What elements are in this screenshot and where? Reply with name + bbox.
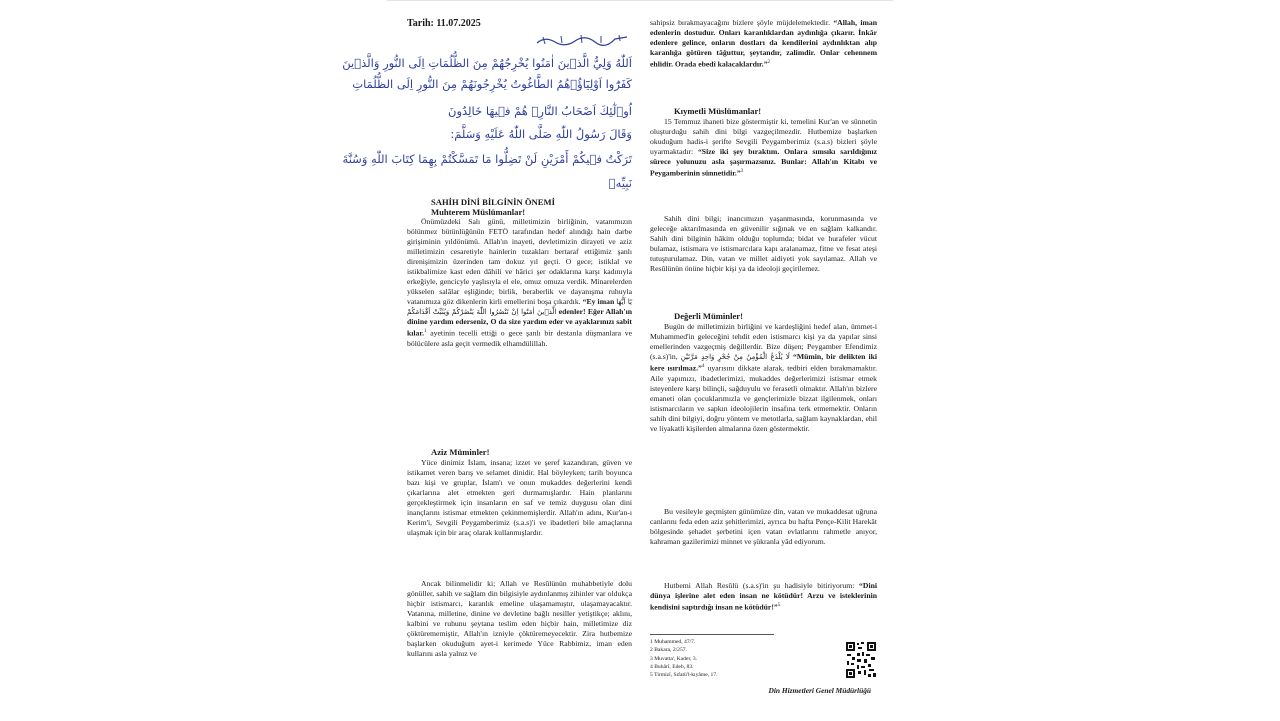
quote-dini-dunya: “Dini dünya işlerine alet eden insan ne kötüdür! Arzu ve isteklerinin kendisini saptırdığı insan ne kötüdür!” <box>650 581 877 612</box>
sermon-date: Tarih: 11.07.2025 <box>407 18 481 29</box>
paragraph-8: Hutbemi Allah Resûlü (s.a.s)'in şu hadisiyle bitiriyorum: “Dini dünya işlerine alet eden insan ne kötüdür! Arzu ve isteklerinin kendisini saptırdığı insan ne kötüdür!”$^5$ <box>650 581 877 612</box>
section-aziz <box>407 447 632 538</box>
section-kiymetli <box>650 106 877 179</box>
footnote-divider <box>650 634 774 635</box>
paragraph-3: Ancak bilinmelidir ki; Allah ve Resûlünün muhabbetiyle dolu gönüller, sahih ve sağlam din bilgisiyle aydınlanmış zihinler var oldukça hiçbir istismarcı, karanlık emeline ulaşamamıştır, ulaşamayacaktır. Vatanına, milletine, dinine ve devletine bağlı nesiller yetiştikçe; aklını, kalbini ve ruhunu şeytana teslim eden hiçbir hain, milletimize diz çöktürememiştir, Allah'ın izniyle çöktüremeyecektir. Zira hutbemize başlarken okuduğum ayet-i kerimede Yüce Rabbimiz, iman eden kullarını asla yalnız ve <box>407 579 632 658</box>
hadith-arabic: لَا يُلْدَغُ الْمُؤْمِنُ مِنْ جُحْرٍ وَاحِدٍ مَرَّتَيْنِ <box>680 353 790 361</box>
quote-allah-dost: “Allah, iman edenlerin dostudur. Onları karanlıklardan aydınlığa çıkarır. İnkâr edenlere gelince, onların dostları da kendilerini aydınlıktan alıp karanlığa götüren tâğuttur, şeytandır, zalimdir. Onlar cehennem ehlidir. Orada ebedî kalacaklardır.” <box>650 18 878 69</box>
paragraph-6: Bugün de milletimizin birliğini ve kardeşliğini hedef alan, ümmet-i Muhammed'in geleceğini tehdit eden istismarcı kişi ya da yapılar sinsi emellerinden vazgeçmiş değillerdir. Bize düşen; Peygamber Efendimiz (s.a.s)'in, لَا يُلْدَغُ الْمُؤْمِنُ مِنْ جُحْرٍ وَاحِدٍ مَرَّتَيْنِ “Mümin, bir delikten iki kere ısırılmaz.”$^4$ uyarısını dikkate alarak, tedbiri elden bırakmamaktır. Aile yapımızı, ibadetlerimizi, mukaddes değerlerimizi istismar etmek isteyenlere karşı bilinçli, sağduyulu ve ferasetli olmaktır. Allah'ın bizlere emaneti olan çocuklarımızla ve gençlerimizle bizzat ilgilenmek, onları istismarcıların ve sapkın ideolojilerin insafına terk etmemektir. Onların sahih dini bilgiyi, doğru yöntem ve metotlarla, sağlam kaynaklardan, ehil ve liyakatli kişilerden almalarına özen göstermektir. <box>650 322 878 433</box>
hadith-line-2: نَبِيِّه۪ <box>608 176 632 190</box>
sermon-title: SAHİH DİNİ BİLGİNİN ÖNEMİ <box>431 197 555 207</box>
paragraph-5: Sahih dini bilgi; inancımızın yaşanmasında, korunmasında ve geleceğe aktarılmasında en güvenilir sığınak ve en sağlam kalkandır. Sahih dini bilginin hâkim olduğu toplumda; bidat ve hurafeler vücut bulamaz, istismara ve istismarcılara kapı aralanamaz, fitne ve fesat ateşi tutuşturulamaz. Din, vatan ve millet aidiyeti yok sayılamaz. Allah ve Resûlünün önüne hiçbir kişi ya da ideoloji geçirilemez. <box>650 214 877 273</box>
section-sahih <box>650 214 877 274</box>
footnote-4: 4 Buhârî, Edeb, 83. <box>650 663 694 670</box>
paragraph-top: sahipsiz bırakmayacağını bizlere şöyle müjdelemektedir. “Allah, iman edenlerin dostudur. Onları karanlıklardan aydınlığa çıkarır. İnkâr edenlere gelince, onların dostları da kendilerini aydınlıktan alıp karanlığa götüren tâğuttur, şeytandır, zalimdir. Onlar cehennem ehlidir. Orada ebedî kalacaklardır.”$^2$ <box>650 18 878 69</box>
section-ancak <box>407 579 632 659</box>
section-degerli <box>650 311 877 434</box>
right-column <box>650 1 877 721</box>
ayah-line-2: كَفَرُٓوا اَوْلِيَٓاؤُ۬هُمُ الطَّاغُوتُ يُخْرِجُونَهُمْ مِنَ النُّورِ اِلَى الظُّلُمَاتِ <box>352 77 632 91</box>
paragraph-7: Bu vesileyle geçmişten günümüze din, vatan ve mukaddesat uğruna canlarını feda eden aziz şehitlerimizi, ayrıca bu hafta Pençe-Kilit Harekât bölgesinde şehadet şerbetini içen vatan evlatlarını rahmetle anıyor, kahraman gazilerimizi minnet ve şükranla yâd ediyorum. <box>650 507 877 546</box>
ayah-line-1: اَللّٰهُ وَلِيُّ الَّذ۪ينَ اٰمَنُوا يُخْرِجُهُمْ مِنَ الظُّلُمَاتِ اِلَى النُّورِ وَالَّذ۪ينَ <box>342 56 632 70</box>
section-closing <box>650 581 877 613</box>
paragraph-1: Önümüzdeki Salı günü, milletimizin birliğinin, vatanımızın bölünmez bütünlüğünün FETÖ tarafından hedef alındığı hain darbe girişiminin yıldönümü. Allah'ın inayeti, devletimizin dirayeti ve aziz milletimizin cesaretiyle hainlerin tuzakları bertaraf ettiğimiz şanlı direnişimizin üzerinden tam dokuz yıl geçti. O gece; istiklal ve istikbalimize kast eden dâhili ve hârici şer odaklarına karşı kadınıyla erkeğiyle, gencicyle yaşlısıyla el ele, omuz omuza verdik. Minarelerden yükselen salâlar eşliğinde; birlik, beraberlik ve dayanışma ruhuyla vatanımıza göz dikenlerin kirli emellerini boşa çıkardık. “Ey iman يَٓا اَيُّهَا الَّذ۪ينَ اٰمَنُٓوا اِنْ تَنْصُرُوا اللّٰهَ يَنْصُرْكُمْ وَيُثَبِّتْ اَقْدَامَكُمْ edenler! Eğer Allah'ın dinine yardım ederseniz, O da size yardım eder ve ayaklarınızı sabit kılar.$^1$ ayetinin tecelli ettiği o gece şanlı bir destanla düşmanlara ve bölücülere asla geçit vermedik elhamdülillah. <box>407 217 633 348</box>
quote-turkish: edenler! Eğer Allah'ın dinine yardım ederseniz, O da size yardım eder ve ayaklarınızı sabit kılar. <box>407 307 633 338</box>
footnote-1: 1 Muhammed, 47/7. <box>650 639 696 645</box>
footnote-2: 2 Bakara, 2/257. <box>650 647 687 654</box>
basmala-calligraphy <box>535 33 630 47</box>
paragraph-4: 15 Temmuz ihaneti bize göstermiştir ki, temelini Kur'an ve sünnetin oluşturduğu sahih dini bilgi vazgeçilmezdir. Hutbemize başlarken okuduğum hadis-i şerifte Sevgili Peygamberimiz (s.a.s) bizleri şöyle uyarmaktadır: “Size iki şey bıraktım. Onlara sımsıkı sarıldığınız sürece yolunuzu asla şaşırmazsınız. Bunlar: Allah'ın Kitabı ve Peygamberinin sünnetidir.”$^3$ <box>650 117 877 178</box>
salutation-heading: Muhterem Müslümanlar! <box>431 207 526 217</box>
quote-arabic: يَٓا اَيُّهَا الَّذ۪ينَ اٰمَنُٓوا اِنْ تَنْصُرُوا اللّٰهَ يَنْصُرْكُمْ وَيُثَبِّتْ اَقْدَامَكُمْ <box>407 298 633 316</box>
heading-degerli: Değerli Müminler! <box>674 311 743 321</box>
hadith-line-1: تَرَكْتُ ف۪يكُمْ أَمْرَيْنِ لَنْ تَضِلُّوا مَا تَمَسَّكْتُمْ بِهِمَا كِتَابَ اللّٰهِ وَسُنَّةَ <box>342 152 632 166</box>
heading-aziz-muminler: Aziz Müminler! <box>431 447 490 457</box>
intro-block <box>407 197 632 349</box>
signature-directorate: Din Hizmetleri Genel Müdürlüğü <box>768 686 871 695</box>
footnote-5: 5 Tirmizî, Sıfatü'l-kıyâme, 17. <box>650 672 718 679</box>
quote-iki-sey: “Size iki şey bıraktım. Onlara sımsıkı sarıldığınız sürece yolunuzu asla şaşırmazsınız. Bunlar: Allah'ın Kitabı ve Peygamberinin sünnetidir.” <box>650 147 877 178</box>
ayah-line-3: اُو۬لٰٓئِكَ اَصْحَابُ النَّارِۚ هُمْ ف۪يهَا خَالِدُونَ <box>448 104 632 118</box>
paragraph-2: Yüce dinimiz İslam, insana; izzet ve şeref kazandıran, güven ve istikamet veren barış ve selamet dinidir. Hal böyleyken; tarih boyunca bazı kişi ve gruplar, İslam'ı ve onun mukaddes değerlerini kendi çıkarlarına alet etmekten geri durmamışlardır. Hain planlarını gerçekleştirmek için insanların en saf ve temiz duygusu olan dini inançlarını istismar etmekten çekinmemişlerdir. Allah'ın adını, Kur'an-ı Kerim'i, Sevgili Peygamberimiz (s.a.s)'i ve ibadetleri bile amaçlarına ulaşmak için bir araç olarak kullanmışlardır. <box>407 458 632 537</box>
quote-lead: “Ey iman <box>582 297 615 306</box>
left-column <box>342 1 633 721</box>
heading-kiymetli: Kıymetli Müslümanlar! <box>674 106 762 116</box>
sermon-page <box>342 0 893 721</box>
right-top-block <box>650 18 877 70</box>
footnotes-list <box>650 638 718 679</box>
footnote-3: 3 Muvatta', Kader, 3. <box>650 655 698 662</box>
hadith-intro-line: وَقَالَ رَسُولُ اللّٰهِ صَلَّى اللّٰهُ عَلَيْهِ وَسَلَّمَ: <box>450 127 632 141</box>
qr-code-icon[interactable] <box>845 641 877 679</box>
section-vesile <box>650 507 877 547</box>
quote-delik: “Mümin, bir delikten iki kere ısırılmaz.” <box>650 352 878 373</box>
